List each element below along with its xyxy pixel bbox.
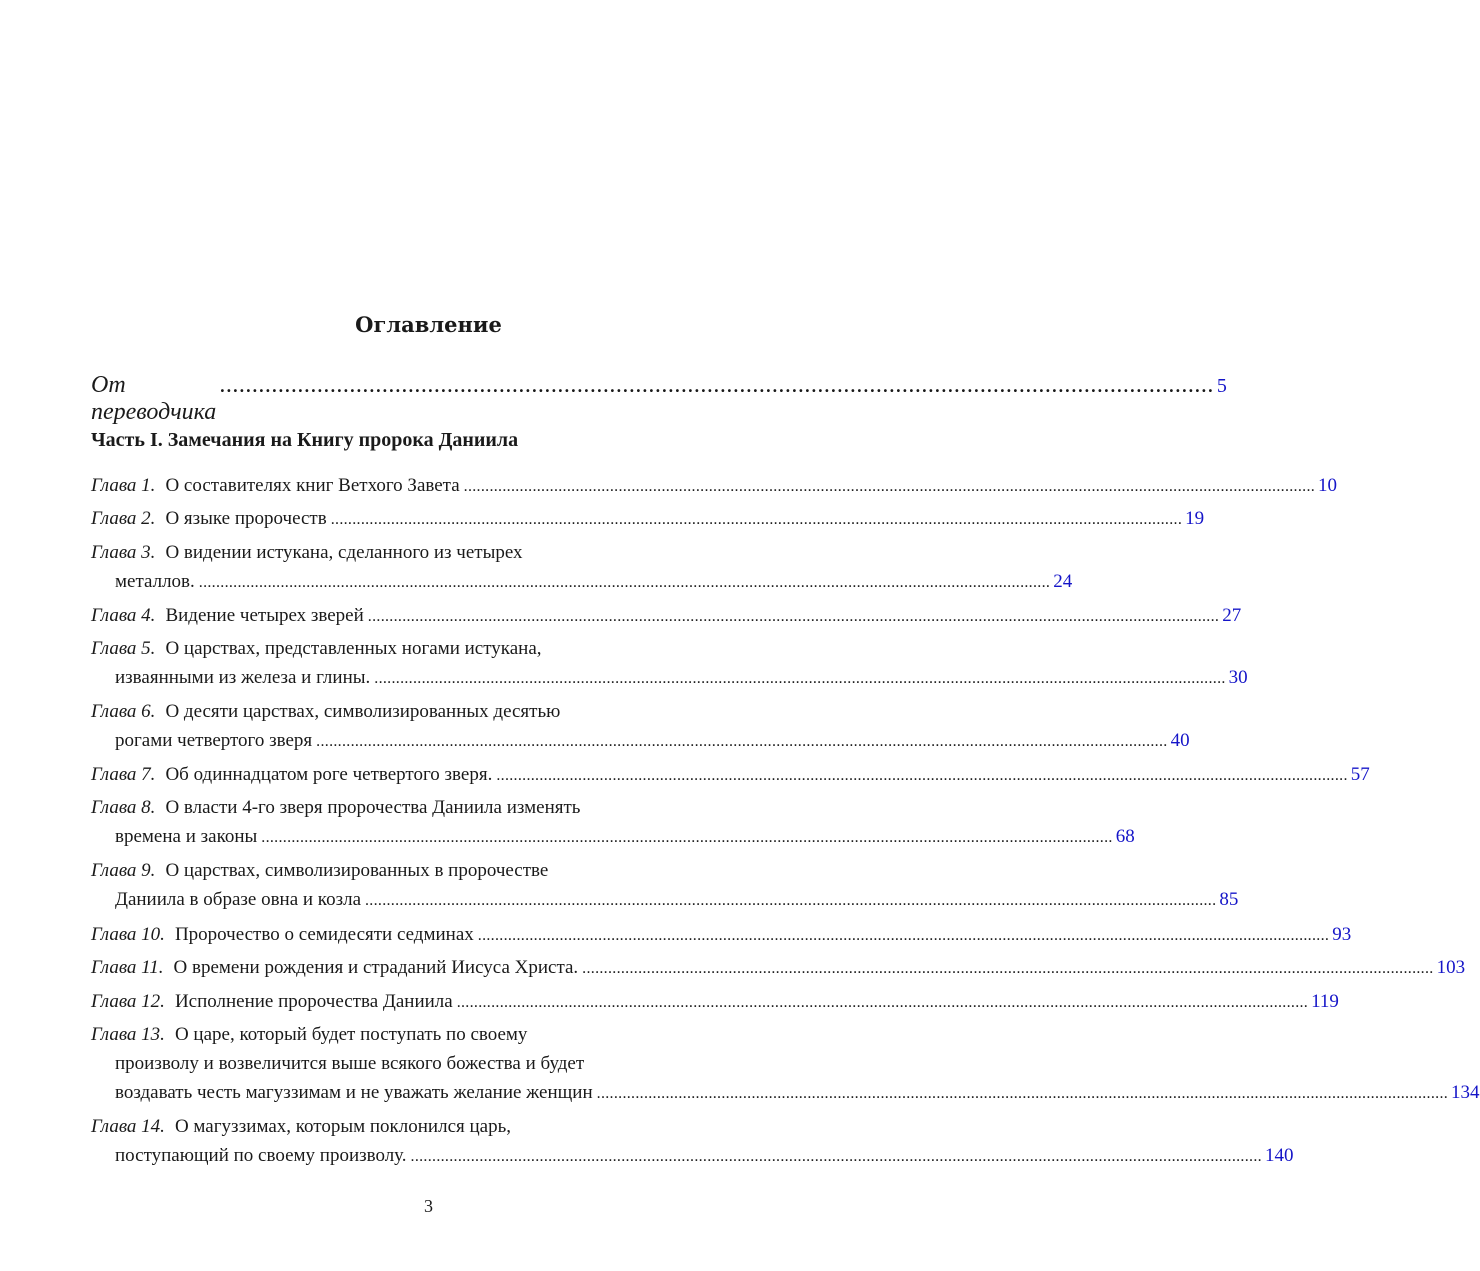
chapter-page-link[interactable]: 134 — [1451, 1082, 1480, 1103]
chapter-title: Об одиннадцатом роге четвертого зверя. — [165, 764, 493, 785]
chapter-title-continued: изваянными из железа и глины. — [115, 667, 371, 688]
toc-entry-chapter-12[interactable] — [91, 987, 1339, 1017]
dot-leader: ...................................................................................................................................................................................................... — [456, 994, 1309, 1011]
preface-page-link[interactable]: 5 — [1216, 375, 1227, 397]
chapter-label: Глава 3. — [91, 542, 156, 563]
chapter-label: Глава 4. — [91, 605, 156, 626]
chapter-label: Глава 8. — [91, 797, 156, 818]
dot-leader: ...................................................................................................................................................................................................... — [582, 960, 1434, 977]
chapter-page-link[interactable]: 140 — [1264, 1145, 1294, 1166]
chapter-title: О составителях книг Ветхого Завета — [165, 475, 460, 496]
chapter-label: Глава 12. — [91, 991, 165, 1012]
chapter-page-link[interactable]: 10 — [1318, 475, 1338, 496]
dot-leader: ...................................................................................................................................................................................................... — [410, 1148, 1262, 1165]
chapter-label: Глава 7. — [91, 764, 156, 785]
chapter-page-link[interactable]: 24 — [1053, 571, 1073, 592]
preface-title: От переводчика — [91, 372, 217, 425]
dot-leader: ...................................................................................................................................................................................................... — [261, 829, 1113, 846]
chapter-page-link[interactable]: 19 — [1185, 508, 1205, 529]
chapter-page-link[interactable]: 103 — [1436, 957, 1466, 978]
chapter-title-continued: воздавать честь магуззимам и не уважать желание женщин — [115, 1082, 593, 1103]
dot-leader: ...................................................................................................................................................................................................... — [477, 927, 1330, 944]
chapter-page-link[interactable]: 30 — [1228, 667, 1248, 688]
dot-leader: ...................................................................................................................................................................................................... — [198, 574, 1051, 591]
chapter-page-link[interactable]: 119 — [1311, 991, 1339, 1012]
chapter-label: Глава 1. — [91, 475, 156, 496]
dot-leader: ...................................................................................................................................................................................................... — [463, 478, 1316, 495]
chapter-label: Глава 2. — [91, 508, 156, 529]
toc-entry-chapter-6[interactable] — [91, 697, 1190, 756]
chapter-page-link[interactable]: 68 — [1115, 826, 1135, 847]
chapter-title-continued: металлов. — [115, 571, 195, 592]
chapter-title: О десяти царствах, символизированных десятью — [165, 701, 561, 722]
toc-entry-chapter-9[interactable] — [91, 856, 1239, 915]
chapter-label: Глава 6. — [91, 701, 156, 722]
toc-entry-preface[interactable] — [91, 372, 1227, 426]
chapter-title: О царствах, символизированных в пророчестве — [165, 860, 549, 881]
chapter-title: О царе, который будет поступать по своему — [174, 1024, 528, 1045]
toc-entry-chapter-13[interactable] — [91, 1020, 1480, 1108]
dot-leader: ...................................................................................................................................................................................................... — [496, 767, 1348, 784]
toc-entry-chapter-11[interactable] — [91, 953, 1466, 983]
chapter-title: Видение четырех зверей — [165, 605, 364, 626]
toc-entry-chapter-1[interactable] — [91, 471, 1338, 501]
toc-entry-chapter-4[interactable] — [91, 601, 1242, 631]
chapter-title: О видении истукана, сделанного из четырех — [165, 542, 523, 563]
chapter-title-continued: времена и законы — [115, 826, 258, 847]
chapter-label: Глава 13. — [91, 1024, 165, 1045]
page-number: 3 — [424, 1196, 433, 1216]
chapter-title-continued: Даниила в образе овна и козла — [115, 889, 361, 910]
chapter-title: О языке пророчеств — [165, 508, 327, 529]
dot-leader: ...................................................................................................................................................................................................... — [365, 892, 1217, 909]
chapter-title: О времени рождения и страданий Иисуса Христа. — [173, 957, 579, 978]
dot-leader: ......................................................................................................................................................... — [219, 372, 1214, 398]
toc-entry-chapter-3[interactable] — [91, 538, 1073, 597]
chapter-title: Исполнение пророчества Даниила — [174, 991, 453, 1012]
toc-entry-chapter-5[interactable] — [91, 634, 1248, 693]
dot-leader: ...................................................................................................................................................................................................... — [596, 1085, 1449, 1102]
chapter-label: Глава 9. — [91, 860, 156, 881]
toc-entry-chapter-7[interactable] — [91, 760, 1370, 790]
chapter-title-continued: рогами четвертого зверя — [115, 730, 313, 751]
chapter-title-continued: поступающий по своему произволу. — [115, 1145, 407, 1166]
chapter-label: Глава 10. — [91, 924, 165, 945]
chapter-label: Глава 5. — [91, 638, 156, 659]
chapter-page-link[interactable]: 57 — [1350, 764, 1370, 785]
chapter-page-link[interactable]: 40 — [1170, 730, 1190, 751]
dot-leader: ...................................................................................................................................................................................................... — [374, 670, 1226, 687]
chapter-title-continued: произволу и возвеличится выше всякого божества и будет — [115, 1053, 585, 1074]
chapter-title: О царствах, представленных ногами истукана, — [165, 638, 542, 659]
chapter-title: О магуззимах, которым поклонился царь, — [174, 1116, 512, 1137]
chapter-label: Глава 14. — [91, 1116, 165, 1137]
toc-entry-chapter-14[interactable] — [91, 1112, 1294, 1171]
chapter-title: О власти 4-го зверя пророчества Даниила изменять — [165, 797, 581, 818]
toc-entry-chapter-10[interactable] — [91, 920, 1352, 950]
part-heading: Часть I. Замечания на Книгу пророка Даниила — [91, 429, 519, 451]
chapter-page-link[interactable]: 27 — [1222, 605, 1242, 626]
chapter-page-link[interactable]: 93 — [1332, 924, 1352, 945]
toc-entry-chapter-8[interactable] — [91, 793, 1135, 852]
chapter-page-link[interactable]: 85 — [1219, 889, 1239, 910]
dot-leader: ...................................................................................................................................................................................................... — [367, 608, 1220, 625]
dot-leader: ...................................................................................................................................................................................................... — [316, 733, 1168, 750]
toc-heading: Оглавление — [355, 312, 502, 337]
chapter-label: Глава 11. — [91, 957, 164, 978]
toc-entry-chapter-2[interactable] — [91, 504, 1205, 534]
dot-leader: ...................................................................................................................................................................................................... — [330, 511, 1183, 528]
chapter-title: Пророчество о семидесяти седминах — [174, 924, 474, 945]
